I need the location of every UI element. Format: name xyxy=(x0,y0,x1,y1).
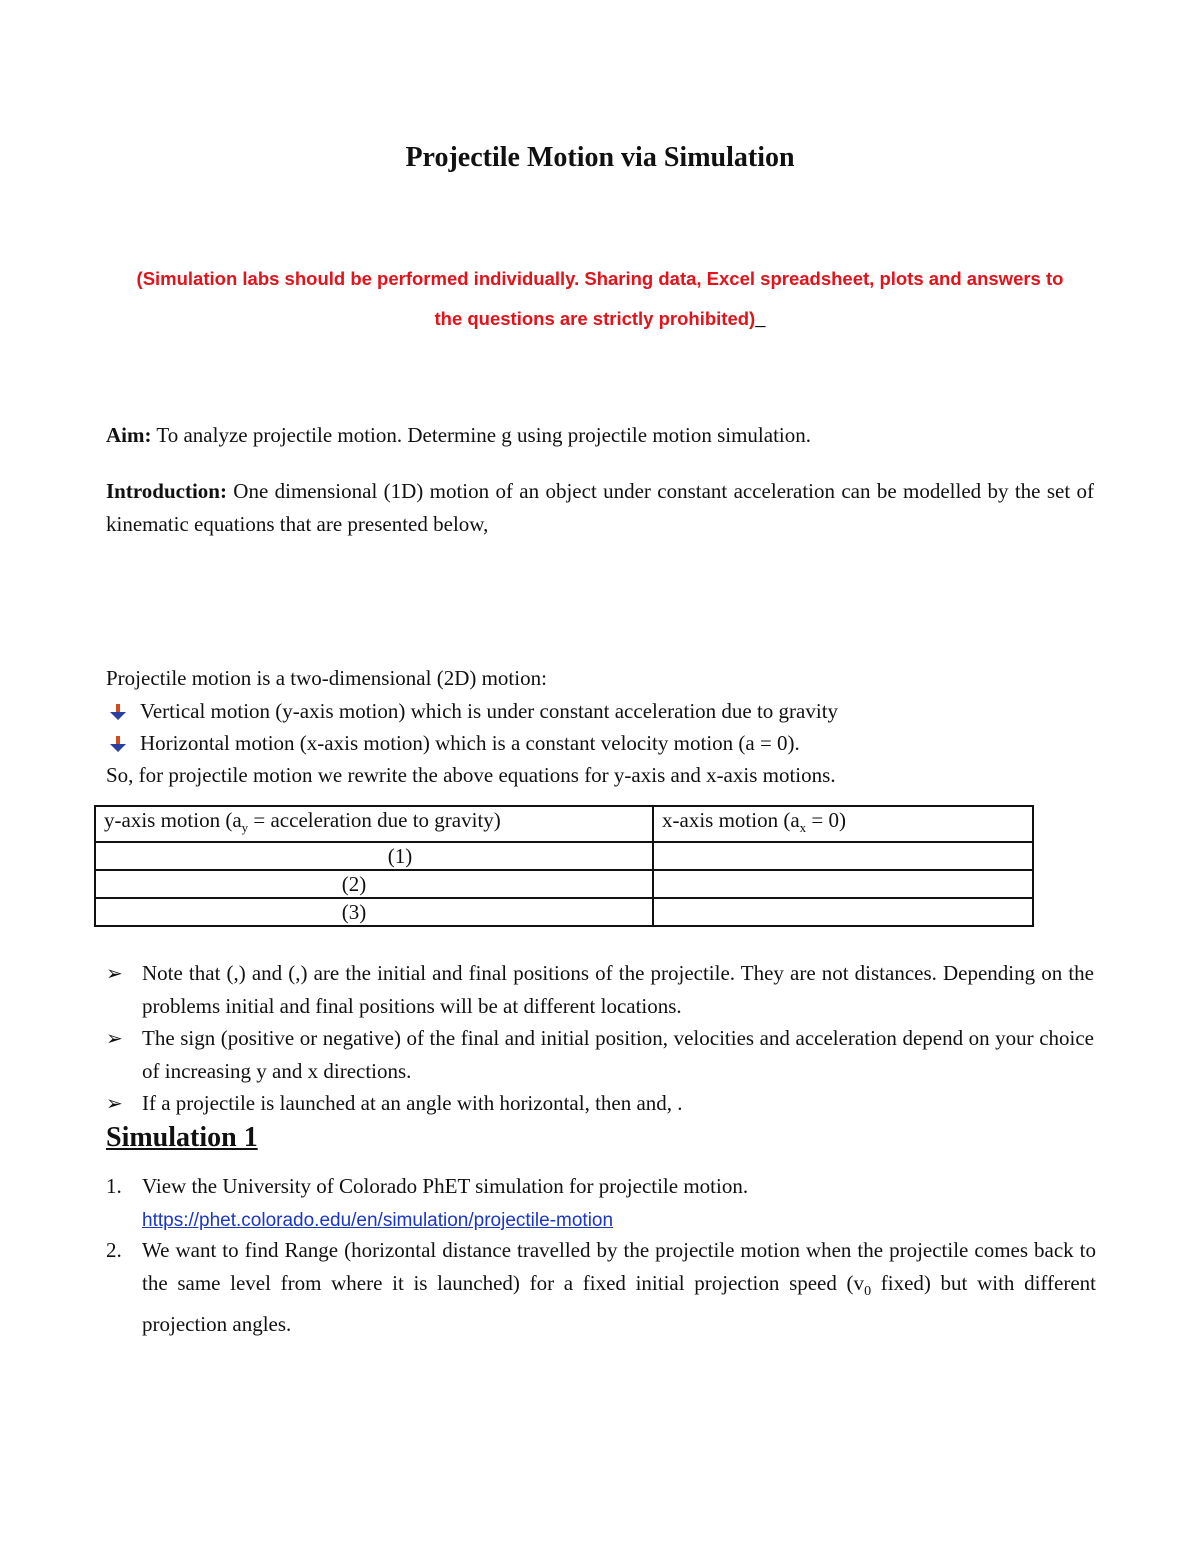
projectile-intro: Projectile motion is a two-dimensional (2D) motion: xyxy=(106,666,547,690)
simulation-heading: Simulation 1 xyxy=(106,1122,258,1153)
header-y-axis: y-axis motion ($a_y$ = acceleration due to gravity) xyxy=(95,806,653,842)
list-item xyxy=(106,1234,1096,1341)
note-text: If a projectile is launched at an angle with horizontal, then and, . xyxy=(142,1091,683,1115)
list-number: 1. xyxy=(106,1174,122,1198)
list-number: 2. xyxy=(106,1238,122,1262)
note-item xyxy=(106,1022,1094,1088)
bullet-vertical xyxy=(106,695,1096,728)
warning-line-1: (Simulation labs should be performed individually. Sharing data, Excel spreadsheet, plots and answers to xyxy=(136,268,1064,289)
bullet-horizontal-text: Horizontal motion (x-axis motion) which is a constant velocity motion (a = 0). xyxy=(140,731,800,755)
aim-label: Aim: xyxy=(106,423,152,447)
table-row xyxy=(95,870,1033,898)
note-item xyxy=(106,957,1094,1023)
header-x-axis: x-axis motion $(a_x = 0)$ xyxy=(653,806,1033,842)
down-arrow-icon xyxy=(106,702,140,722)
page-title: Projectile Motion via Simulation xyxy=(405,142,795,173)
note-text: The sign (positive or negative) of the final and initial position, velocities and acceleration depend on your choice of increasing y and x directions. xyxy=(142,1026,1094,1083)
bullet-horizontal xyxy=(106,727,1096,760)
list-text: We want to find Range (horizontal distance travelled by the projectile motion when the projectile comes back to the same level from where it is launched) for a fixed initial projection speed ($v_0$ fixed) but with different projection angles. xyxy=(142,1238,1096,1337)
warning-line-2-text: the questions are strictly prohibited) xyxy=(434,308,756,329)
down-arrow-icon xyxy=(106,734,140,754)
intro-label: Introduction: xyxy=(106,479,227,503)
list-text: View the University of Colorado PhET simulation for projectile motion. xyxy=(142,1174,749,1198)
table-cell-empty xyxy=(653,842,1033,870)
list-item xyxy=(106,1170,1096,1237)
equation-number: (2) xyxy=(95,870,653,898)
warning-line-2-tail: _ xyxy=(755,308,766,329)
aim-paragraph xyxy=(106,419,1096,452)
chevron-right-icon: ➢ xyxy=(106,961,123,985)
table-header-row xyxy=(95,806,1033,842)
phet-link[interactable]: https://phet.colorado.edu/en/simulation/projectile-motion xyxy=(142,1210,614,1231)
aim-text: To analyze projectile motion. Determine g using projectile motion simulation. xyxy=(151,423,811,447)
equation-number: (1) xyxy=(95,842,653,870)
equation-number: (3) xyxy=(95,898,653,926)
chevron-right-icon: ➢ xyxy=(106,1091,123,1115)
note-text: Note that (,) and (,) are the initial and final positions of the projectile. They are not distances. Depending on the problems initial and final positions will be at different locations. xyxy=(142,961,1094,1018)
bullet-vertical-text: Vertical motion (y-axis motion) which is under constant acceleration due to gravity xyxy=(140,699,839,723)
projectile-so: So, for projectile motion we rewrite the above equations for y-axis and x-axis motions. xyxy=(106,763,836,787)
note-item xyxy=(106,1087,1094,1120)
table-row xyxy=(95,898,1033,926)
warning-line-2 xyxy=(110,308,1090,330)
chevron-right-icon: ➢ xyxy=(106,1026,123,1050)
intro-paragraph xyxy=(106,475,1094,541)
equations-table xyxy=(94,805,1034,927)
table-cell-empty xyxy=(653,870,1033,898)
table-cell-empty xyxy=(653,898,1033,926)
table-row xyxy=(95,842,1033,870)
intro-text: One dimensional (1D) motion of an object under constant acceleration can be modelled by the set of kinematic equations that are presented below, xyxy=(106,479,1094,536)
